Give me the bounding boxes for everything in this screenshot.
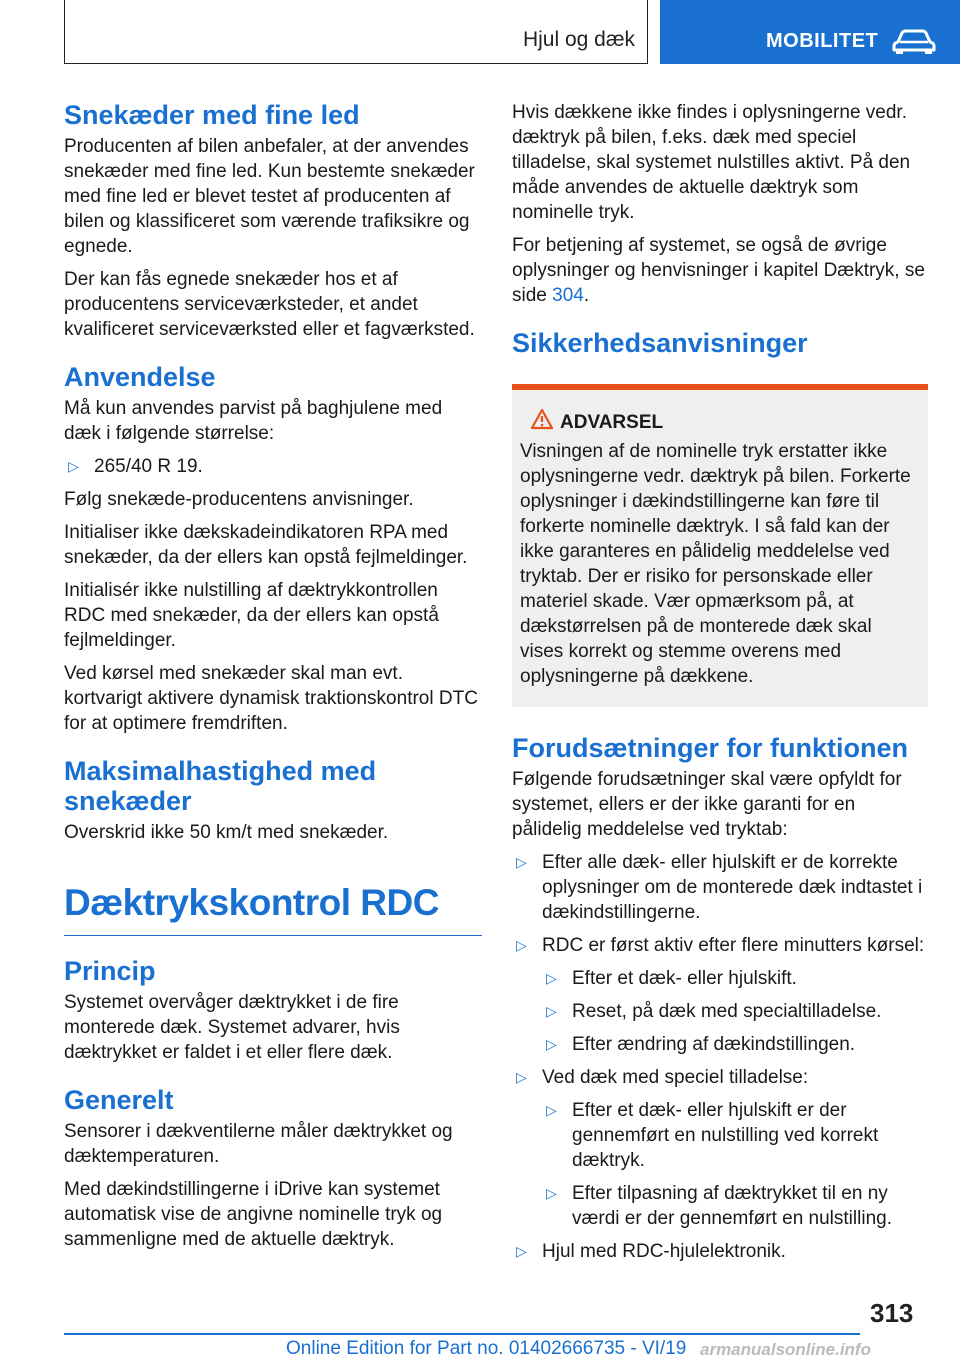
list-item: ▷ Hjul med RDC-hjulelektronik. — [516, 1241, 786, 1262]
heading-princip: Princip — [64, 956, 156, 986]
warning-title: ADVARSEL — [520, 410, 920, 435]
section-label: MOBILITET — [766, 30, 879, 52]
paragraph: Sensorer i dækventilerne måler dæktrykket og dæktemperaturen. — [64, 1121, 453, 1167]
paragraph: Følg snekæde-producentens anvisninger. — [64, 489, 414, 510]
list-item: ▷ Ved dæk med speciel tilladelse: — [516, 1067, 809, 1088]
list-item: ▷ Efter alle dæk- eller hjulskift er de korrekte oplysninger om de monterede dæk indtastet i dækindstillingerne. — [516, 852, 923, 923]
paragraph: Producenten af bilen anbefaler, at der anvendes snekæder med fine led. Kun bestemte snekæder med fine led er blevet testet af producenten af bilen og klassificeret som værende trafiksikre og egnede. — [64, 136, 475, 257]
paragraph: Initialisér ikke nulstilling af dæktrykkontrollen RDC med snekæder, da der ellers kan opstå fejlmeldinger. — [64, 580, 439, 651]
bullet-triangle-icon: ▷ — [516, 1069, 527, 1085]
bullet-triangle-icon: ▷ — [546, 1185, 557, 1201]
warning-text: Visningen af de nominelle tryk erstatter ikke oplysningerne vedr. dæktryk på bilen. Forkerte oplysninger i dækindstillingerne kan føre til forkerte nominelle dæktryk. I så fald kan der ikke garanteres en pålidelig meddelelse ved tryktab. Der er risiko for personskade eller materiel skade. Vær opmærksom på, at dækstørrelsen på de monterede dæk skal vises korrekt og stemme overens med oplysningerne på dækkene. — [520, 441, 911, 687]
paragraph: Der kan fås egnede snekæder hos et af producentens serviceværksteder, et andet kvalificeret serviceværksted eller et fagværksted. — [64, 269, 475, 340]
paragraph: Initialiser ikke dækskadeindikatoren RPA med snekæder, da der ellers kan opstå fejlmeldinger. — [64, 522, 468, 568]
paragraph: Må kun anvendes parvist på baghjulene med dæk i følgende størrelse: — [64, 398, 443, 444]
heading-anvendelse: Anvendelse — [64, 362, 216, 392]
right-column — [512, 100, 928, 1272]
warning-triangle-icon — [530, 408, 554, 430]
bullet-triangle-icon: ▷ — [516, 854, 527, 870]
paragraph: Hvis dækkene ikke findes i oplysningerne vedr. dæktryk på bilen, f.eks. dæk med speciel tilladelse, skal systemet nulstilles aktivt. På den måde anvendes de aktuelle dæktryk som nominelle tryk. — [512, 102, 911, 223]
list-item: ▷ Efter tilpasning af dæktrykket til en ny værdi er der gennemført en nulstilling. — [546, 1183, 892, 1229]
footer-divider — [64, 1333, 860, 1335]
bullet-triangle-icon: ▷ — [546, 1003, 557, 1019]
heading-forudsaetninger: Forudsætninger for funktionen — [512, 733, 908, 763]
warning-box — [512, 384, 928, 707]
bullet-triangle-icon: ▷ — [516, 1243, 527, 1259]
list-item: ▷ Efter et dæk- eller hjulskift er der gennemført en nulstilling ved korrekt dæktryk. — [546, 1100, 879, 1171]
section-tab — [660, 0, 960, 64]
bullet-triangle-icon: ▷ — [516, 937, 527, 953]
heading-generelt: Generelt — [64, 1085, 174, 1115]
list-item: ▷ Efter et dæk- eller hjulskift. — [546, 968, 797, 989]
edition-text: Online Edition for Part no. 01402666735 - VI/19 — [286, 1338, 687, 1359]
watermark: armanualsonline.info — [700, 1340, 871, 1359]
paragraph: Systemet overvåger dæktrykket i de fire monterede dæk. Systemet advarer, hvis dæktrykket er faldet i et eller flere dæk. — [64, 992, 400, 1063]
tire-size: 265/40 R 19. — [94, 456, 203, 477]
car-icon — [892, 28, 936, 54]
paragraph: Følgende forudsætninger skal være opfyldt for systemet, ellers er der ikke garanti for en pålidelig meddelelse ved tryktab: — [512, 769, 902, 840]
paragraph: Overskrid ikke 50 km/t med snekæder. — [64, 822, 389, 843]
header-frame — [64, 0, 648, 64]
list-item: ▷ Reset, på dæk med specialtilladelse. — [546, 1001, 882, 1022]
heading-snekaeder: Snekæder med fine led — [64, 100, 360, 130]
page-reference-link[interactable]: 304 — [552, 285, 584, 306]
paragraph: Med dækindstillingerne i iDrive kan systemet automatisk vise de angivne nominelle tryk og sammenligne med de aktuelle dæktryk. — [64, 1179, 443, 1250]
page-number: 313 — [870, 1298, 914, 1328]
bullet-triangle-icon: ▷ — [68, 458, 79, 474]
chapter-title: Dæktrykskontrol RDC — [64, 881, 482, 936]
list-item: ▷ Efter ændring af dækindstillingen. — [546, 1034, 856, 1055]
bullet-triangle-icon: ▷ — [546, 1036, 557, 1052]
heading-sikkerhed: Sikkerhedsanvisninger — [512, 328, 808, 358]
paragraph: For betjening af systemet, se også de øvrige oplysninger og henvisninger i kapitel Dæktryk, se side 304. — [512, 235, 925, 306]
left-column — [64, 100, 482, 1260]
list-item: ▷ RDC er først aktiv efter flere minutters kørsel: — [516, 935, 925, 956]
paragraph: Ved kørsel med snekæder skal man evt. kortvarigt aktivere dynamisk traktionskontrol DTC for at optimere fremdriften. — [64, 663, 478, 734]
bullet-triangle-icon: ▷ — [546, 970, 557, 986]
header-title: Hjul og dæk — [522, 28, 635, 51]
bullet-triangle-icon: ▷ — [546, 1102, 557, 1118]
list-item — [64, 454, 482, 479]
heading-maksimalhastighed: Maksimalhastighed med snekæder — [64, 756, 377, 816]
